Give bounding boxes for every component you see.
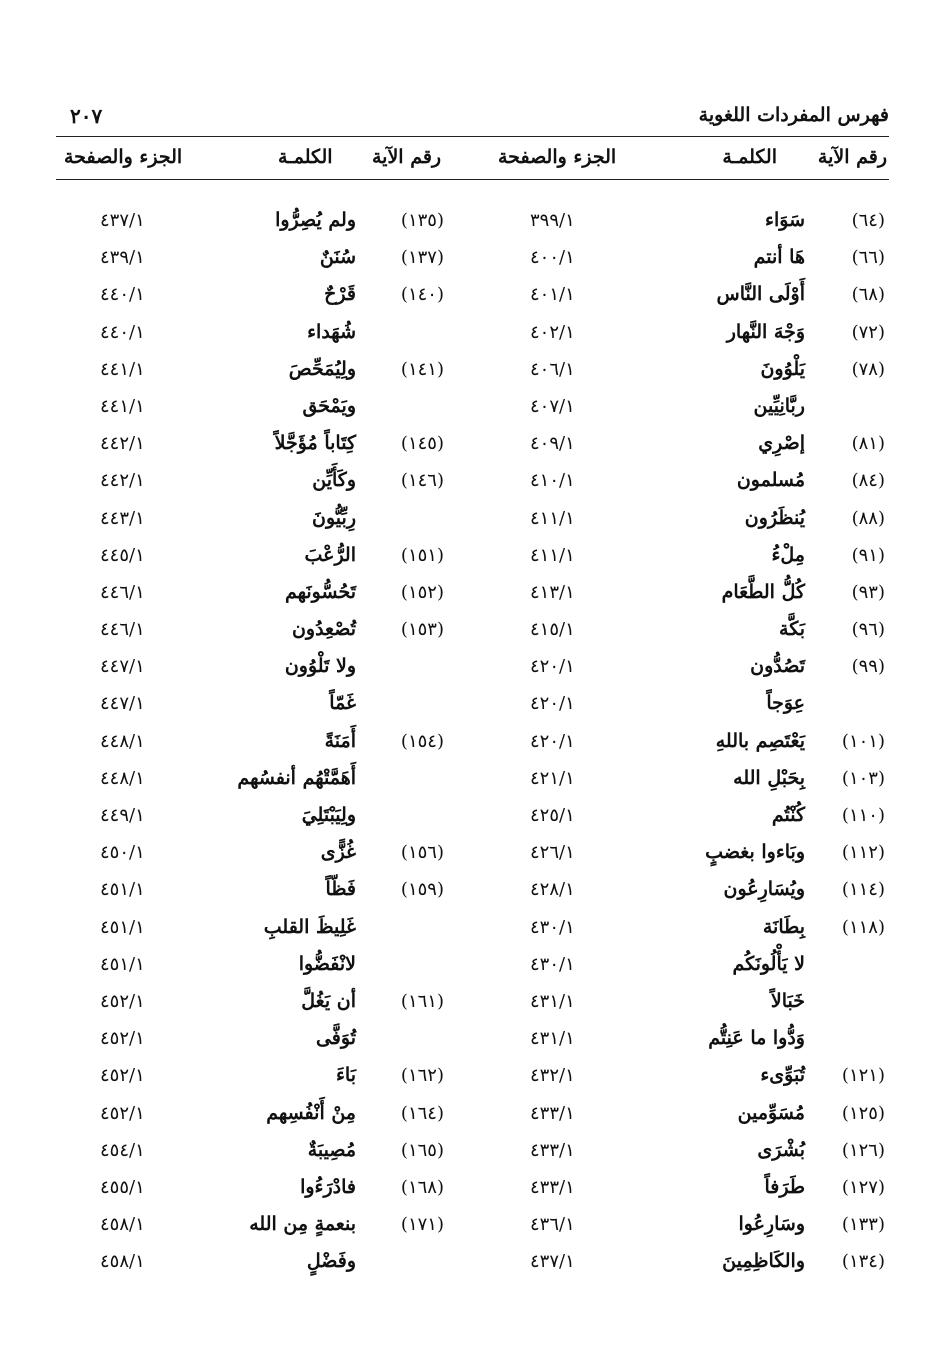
right-word: يُنظَرُون — [744, 506, 805, 529]
left-word: تَحُسُّونَهم — [284, 580, 356, 603]
left-volume-page: ٤٤٦/١ — [100, 581, 145, 603]
right-word: عِوَجاً — [766, 692, 805, 715]
table-row — [0, 946, 945, 983]
table-row — [0, 983, 945, 1020]
right-volume-page: ٤٣٠/١ — [530, 953, 575, 975]
col-header-page-left: الجزء والصفحة — [64, 146, 183, 168]
header-rule — [56, 136, 889, 137]
left-ayah-number: (١٥٣) — [400, 619, 444, 641]
left-word: مِنْ أَنْفُسِهم — [266, 1101, 356, 1124]
left-volume-page: ٤٥٤/١ — [100, 1139, 145, 1161]
right-word: بُشْرَى — [757, 1138, 805, 1161]
table-row — [0, 574, 945, 611]
right-word: ربَّانِيِّين — [753, 394, 805, 417]
table-row — [0, 1020, 945, 1057]
right-word: وَجْهَ النَّهار — [726, 320, 805, 343]
left-volume-page: ٤٥٢/١ — [100, 1102, 145, 1124]
table-row — [0, 276, 945, 313]
left-word: رِبِّيُّونَ — [312, 506, 356, 529]
right-word: سَوَاء — [765, 209, 805, 231]
left-word: بنعمةٍ مِن الله — [249, 1213, 356, 1236]
right-volume-page: ٤٢٠/١ — [530, 656, 575, 678]
left-volume-page: ٤٤٨/١ — [100, 730, 145, 752]
left-volume-page: ٤٤٢/١ — [100, 470, 145, 492]
right-ayah-number: (١٢٧) — [841, 1176, 885, 1198]
table-row — [0, 834, 945, 871]
left-word: بَاءَ — [335, 1064, 356, 1087]
index-table — [0, 202, 945, 1280]
right-ayah-number: (٦٨) — [851, 284, 885, 306]
table-row — [0, 1095, 945, 1132]
left-word: غَمّاً — [329, 692, 356, 715]
left-ayah-number: (١٤٠) — [400, 284, 444, 306]
left-word: مُصِيبَةٌ — [307, 1138, 356, 1161]
left-volume-page: ٤٤٠/١ — [100, 321, 145, 343]
left-volume-page: ٤٤١/١ — [100, 358, 145, 380]
left-volume-page: ٤٤١/١ — [100, 395, 145, 417]
left-volume-page: ٤٤٧/١ — [100, 693, 145, 715]
left-word: فَظّاً — [325, 878, 356, 901]
page-number: ٢٠٧ — [70, 104, 103, 128]
left-ayah-number: (١٥٤) — [400, 730, 444, 752]
col-header-page-right: الجزء والصفحة — [498, 146, 617, 168]
right-word: مِلْءُ — [771, 543, 805, 566]
col-header-word-right: الكلمـة — [722, 146, 777, 168]
left-ayah-number: (١٦٢) — [400, 1065, 444, 1087]
left-ayah-number: (١٥٩) — [400, 879, 444, 901]
right-ayah-number: (٩١) — [851, 544, 885, 566]
right-ayah-number: (٩٣) — [851, 581, 885, 603]
right-word: يَلْوُونَ — [760, 357, 805, 380]
left-ayah-number: (١٧١) — [400, 1214, 444, 1236]
left-word: أَمَنَةً — [324, 729, 356, 752]
right-ayah-number: (٦٤) — [851, 210, 885, 231]
right-volume-page: ٤٢٠/١ — [530, 693, 575, 715]
right-ayah-number: (٨٨) — [851, 507, 885, 529]
right-ayah-number: (١٣٤) — [841, 1251, 885, 1273]
right-word: تُبَوِّىء — [760, 1064, 805, 1087]
right-volume-page: ٤٢٨/١ — [530, 879, 575, 901]
left-volume-page: ٤٣٩/١ — [100, 247, 145, 269]
left-word: فادْرَءُوا — [300, 1175, 356, 1198]
right-ayah-number: (١٢٦) — [841, 1139, 885, 1161]
right-word: وَدُّوا ما عَنِتُّم — [708, 1027, 805, 1050]
table-row — [0, 500, 945, 537]
left-ayah-number: (١٥٢) — [400, 581, 444, 603]
table-row — [0, 1169, 945, 1206]
right-volume-page: ٤٣٦/١ — [530, 1214, 575, 1236]
right-volume-page: ٤١٣/١ — [530, 581, 575, 603]
left-word: ولم يُصِرُّوا — [275, 209, 356, 231]
right-ayah-number: (٦٦) — [851, 247, 885, 269]
right-volume-page: ٤٣٣/١ — [530, 1176, 575, 1198]
right-word: والكَاظِمِينَ — [722, 1250, 805, 1273]
right-volume-page: ٤٢١/١ — [530, 767, 575, 789]
left-ayah-number: (١٦١) — [400, 990, 444, 1012]
table-row — [0, 909, 945, 946]
left-volume-page: ٤٤٩/١ — [100, 805, 145, 826]
left-volume-page: ٤٥٥/١ — [100, 1176, 145, 1198]
left-volume-page: ٤٤٨/١ — [100, 767, 145, 789]
right-word: أَوْلَى النَّاس — [716, 283, 805, 306]
right-volume-page: ٤٠٩/١ — [530, 433, 575, 455]
right-volume-page: ٤١٥/١ — [530, 619, 575, 641]
table-row — [0, 462, 945, 499]
right-ayah-number: (٧٢) — [851, 321, 885, 343]
right-word: كُنْتُم — [771, 804, 805, 826]
left-word: كِتَاباً مُؤَجَّلاً — [274, 432, 356, 455]
right-word: طَرَفاً — [764, 1175, 805, 1198]
table-row — [0, 797, 945, 834]
left-word: غَلِيظَ القلبِ — [263, 915, 356, 938]
table-row — [0, 388, 945, 425]
right-ayah-number: (١٣٣) — [841, 1214, 885, 1236]
left-word: ولا تَلْوُون — [284, 655, 356, 678]
right-volume-page: ٤٠٧/١ — [530, 395, 575, 417]
right-volume-page: ٣٩٩/١ — [530, 210, 575, 231]
table-row — [0, 723, 945, 760]
right-volume-page: ٤٣٧/١ — [530, 1251, 575, 1273]
right-volume-page: ٤٣٢/١ — [530, 1065, 575, 1087]
right-word: كُلُّ الطَّعَام — [721, 580, 805, 603]
left-volume-page: ٤٥٢/١ — [100, 1028, 145, 1050]
left-word: أَهَمَّتْهُم أنفسُهم — [237, 766, 356, 789]
left-word: تُوَفَّى — [315, 1027, 356, 1050]
left-word: ولِيَبْتَلِيَ — [301, 804, 356, 826]
right-volume-page: ٤٠٢/١ — [530, 321, 575, 343]
right-ayah-number: (١١٨) — [841, 916, 885, 938]
table-row — [0, 1243, 945, 1280]
left-volume-page: ٤٤٥/١ — [100, 544, 145, 566]
left-word: الرُّعْبَ — [304, 543, 356, 566]
left-volume-page: ٤٤٢/١ — [100, 433, 145, 455]
right-volume-page: ٤١١/١ — [530, 544, 575, 566]
right-word: إصْرِي — [758, 432, 805, 455]
table-row — [0, 611, 945, 648]
left-word: سُنَنٌ — [319, 246, 356, 269]
table-row — [0, 314, 945, 351]
table-row — [0, 685, 945, 722]
right-volume-page: ٤٠١/١ — [530, 284, 575, 306]
right-volume-page: ٤٣١/١ — [530, 990, 575, 1012]
left-word: ولِيُمَحِّصَ — [288, 357, 356, 380]
left-volume-page: ٤٥١/١ — [100, 916, 145, 938]
left-ayah-number: (١٦٨) — [400, 1176, 444, 1198]
col-header-word-left: الكلمـة — [278, 146, 333, 168]
table-row — [0, 425, 945, 462]
left-volume-page: ٤٥٢/١ — [100, 990, 145, 1012]
col-header-ayah-right: رقم الآية — [817, 146, 887, 168]
left-volume-page: ٤٥١/١ — [100, 879, 145, 901]
left-ayah-number: (١٦٥) — [400, 1139, 444, 1161]
table-row — [0, 1132, 945, 1169]
left-volume-page: ٤٤٠/١ — [100, 284, 145, 306]
right-word: وبَاءوا بغضبٍ — [705, 841, 805, 864]
table-row — [0, 202, 945, 239]
right-ayah-number: (١١٠) — [841, 805, 885, 826]
table-row — [0, 1057, 945, 1094]
left-word: وكَأَيِّن — [312, 469, 356, 492]
left-volume-page: ٤٤٣/١ — [100, 507, 145, 529]
right-word: بِطَانَة — [762, 915, 805, 938]
right-word: مُسَوِّمين — [737, 1101, 805, 1124]
right-volume-page: ٤٢٥/١ — [530, 805, 575, 826]
left-ayah-number: (١٤٥) — [400, 433, 444, 455]
right-volume-page: ٤٠٠/١ — [530, 247, 575, 269]
right-word: لا يَأْلُونَكُم — [732, 952, 805, 975]
left-volume-page: ٤٤٦/١ — [100, 619, 145, 641]
left-word: شُهَداء — [307, 320, 356, 343]
right-word: تَصُدُّون — [750, 655, 805, 678]
table-row — [0, 1206, 945, 1243]
left-ayah-number: (١٣٥) — [400, 210, 444, 231]
right-volume-page: ٤١١/١ — [530, 507, 575, 529]
col-header-ayah-left: رقم الآية — [372, 146, 442, 168]
right-volume-page: ٤٣٠/١ — [530, 916, 575, 938]
right-ayah-number: (١١٢) — [841, 842, 885, 864]
header-title: فهرس المفردات اللغوية — [698, 104, 889, 126]
right-word: يَعْتَصِم باللهِ — [715, 729, 805, 752]
left-word: أن يَغُلَّ — [301, 989, 356, 1012]
left-word: لانْفَضُّوا — [298, 952, 356, 975]
table-row — [0, 239, 945, 276]
right-word: بِحَبْلِ الله — [733, 766, 805, 789]
right-volume-page: ٤٢٦/١ — [530, 842, 575, 864]
right-ayah-number: (٩٦) — [851, 619, 885, 641]
left-word: غُزًّى — [320, 841, 356, 864]
right-word: مُسلمون — [736, 469, 805, 492]
left-word: وفَضْلٍ — [306, 1250, 356, 1273]
left-volume-page: ٤٤٧/١ — [100, 656, 145, 678]
right-ayah-number: (١٠١) — [841, 730, 885, 752]
right-ayah-number: (١٢٥) — [841, 1102, 885, 1124]
right-ayah-number: (١٢١) — [841, 1065, 885, 1087]
right-volume-page: ٤٣١/١ — [530, 1028, 575, 1050]
right-ayah-number: (٧٨) — [851, 358, 885, 380]
table-row — [0, 760, 945, 797]
right-volume-page: ٤٢٠/١ — [530, 730, 575, 752]
column-header-rule — [56, 179, 889, 180]
right-word: خَبَالاً — [770, 989, 805, 1012]
table-row — [0, 648, 945, 685]
left-volume-page: ٤٥٠/١ — [100, 842, 145, 864]
table-row — [0, 537, 945, 574]
right-word: ويُسَارِعُون — [723, 878, 805, 901]
right-ayah-number: (١١٤) — [841, 879, 885, 901]
left-ayah-number: (١٥١) — [400, 544, 444, 566]
right-volume-page: ٤٣٣/١ — [530, 1102, 575, 1124]
left-word: تُصْعِدُون — [291, 618, 356, 641]
left-volume-page: ٤٥٨/١ — [100, 1214, 145, 1236]
right-word: هَا أنتم — [753, 246, 805, 269]
right-ayah-number: (٨١) — [851, 433, 885, 455]
right-word: بَكَّة — [779, 618, 805, 641]
right-volume-page: ٤١٠/١ — [530, 470, 575, 492]
right-ayah-number: (٨٤) — [851, 470, 885, 492]
right-word: وسَارِعُوا — [738, 1213, 805, 1236]
table-row — [0, 871, 945, 908]
left-volume-page: ٤٥٨/١ — [100, 1251, 145, 1273]
right-volume-page: ٤٠٦/١ — [530, 358, 575, 380]
left-volume-page: ٤٥١/١ — [100, 953, 145, 975]
left-ayah-number: (١٤١) — [400, 358, 444, 380]
right-volume-page: ٤٣٣/١ — [530, 1139, 575, 1161]
left-ayah-number: (١٣٧) — [400, 247, 444, 269]
left-ayah-number: (١٦٤) — [400, 1102, 444, 1124]
left-ayah-number: (١٥٦) — [400, 842, 444, 864]
left-ayah-number: (١٤٦) — [400, 470, 444, 492]
right-ayah-number: (١٠٣) — [841, 767, 885, 789]
left-volume-page: ٤٥٢/١ — [100, 1065, 145, 1087]
left-word: قَرْحٌ — [324, 283, 356, 306]
table-row — [0, 351, 945, 388]
left-volume-page: ٤٣٧/١ — [100, 210, 145, 231]
left-word: ويَمْحَق — [302, 394, 356, 417]
running-header — [60, 104, 889, 138]
right-ayah-number: (٩٩) — [851, 656, 885, 678]
